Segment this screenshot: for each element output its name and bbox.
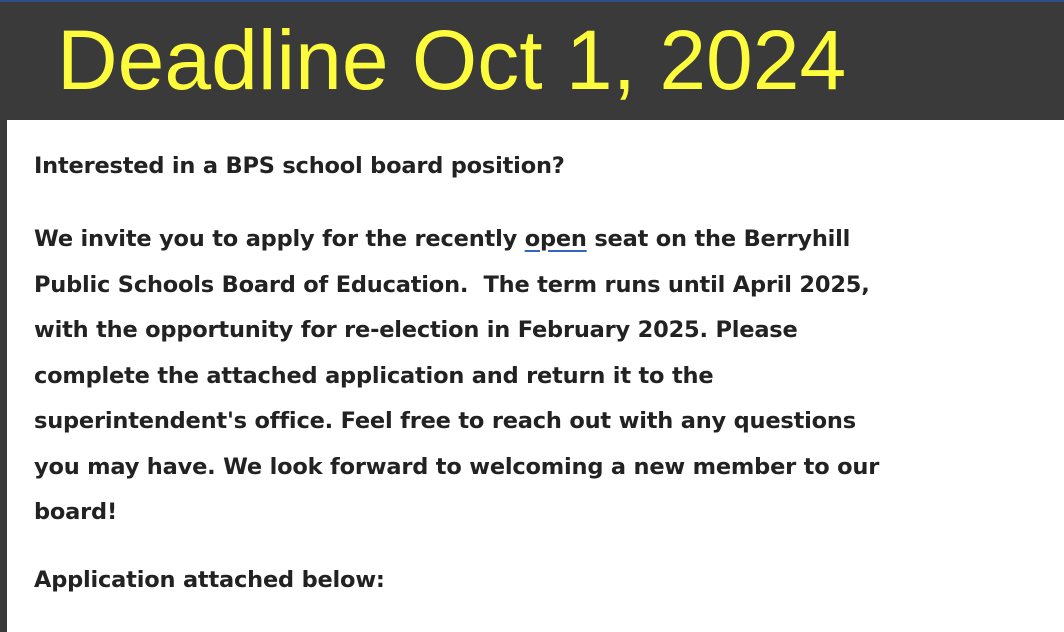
document-body [7,120,1064,632]
deadline-title: Deadline Oct 1, 2024 [57,13,847,107]
invitation-paragraph [34,217,1044,536]
body-line-1-end: seat on the Berryhill [586,226,851,252]
application-attached-label: Application attached below: [34,567,385,593]
body-line-6: you may have. We look forward to welcoming a new member to our [34,453,880,480]
body-line-4: complete the attached application and return it to the [34,362,714,389]
open-link[interactable]: open [524,226,587,252]
body-line-2: Public Schools Board of Education. The term runs until April 2025, [34,271,870,298]
document-heading: Interested in a BPS school board position? [34,153,565,179]
body-line-5: superintendent's office. Feel free to reach out with any questions [34,408,856,434]
body-line-3: with the opportunity for re-election in February 2025. Please [34,317,798,343]
deadline-banner [0,2,1064,120]
body-line-1-start: We invite you to apply for the recently [34,226,525,252]
body-line-7: board! [34,499,118,525]
